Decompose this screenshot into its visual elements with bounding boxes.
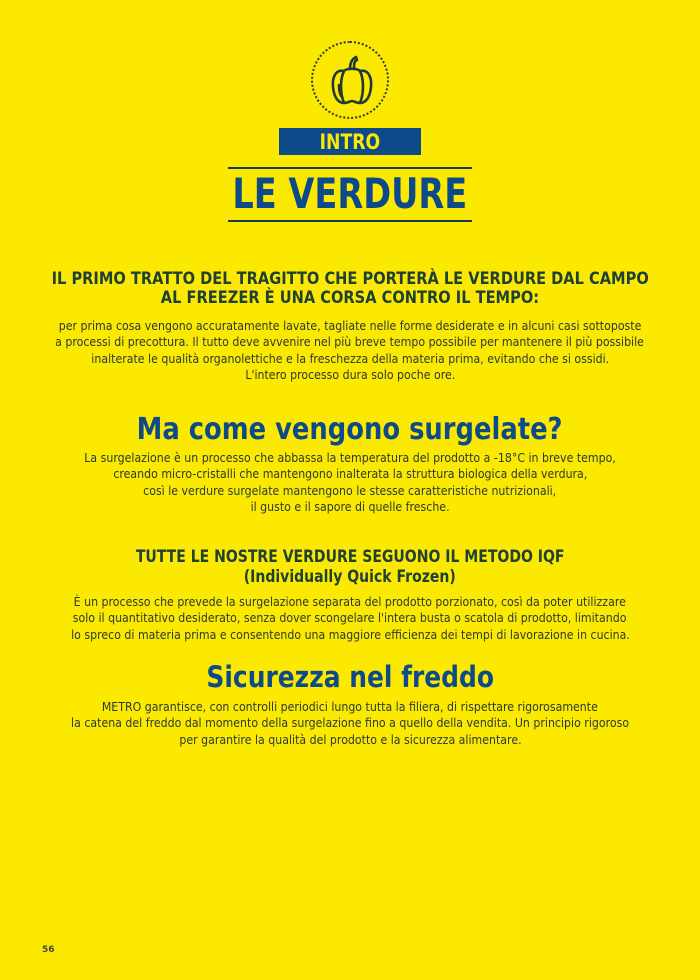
iqf-heading-line: (Individually Quick Frozen) (243, 567, 457, 586)
pepper-badge (311, 41, 389, 119)
iqf-body-line: lo spreco di materia prima e consentendo una maggiore efficienza dei tempi di lavorazione in cucina. (70, 626, 630, 642)
safety-title: Sicurezza nel freddo (206, 660, 494, 694)
safety-body-line: la catena del freddo dal momento della surgelazione fino a quello della vendita. Un principio rigoroso (70, 715, 630, 731)
intro-body-line: inalterate le qualità organolettiche e la freschezza della materia prima, evitando che si ossidi. (91, 350, 609, 366)
bell-pepper-icon (330, 55, 374, 107)
freezing-body-line: così le verdure surgelate mantengono le stesse caratteristiche nutrizionali, (143, 482, 557, 498)
page-title: LE VERDURE (232, 169, 468, 218)
safety-body-line: per garantire la qualità del prodotto e la sicurezza alimentare. (178, 731, 522, 747)
freezing-title: Ma come vengono surgelate? (137, 412, 563, 447)
safety-body-line: METRO garantisce, con controlli periodici lungo tutta la filiera, di rispettare rigorosamente (101, 699, 599, 714)
section-label: INTRO (319, 129, 381, 154)
intro-heading (0, 270, 700, 308)
page-number: 56 (42, 945, 55, 955)
intro-body-line: per prima cosa vengono accuratamente lavate, tagliate nelle forme desiderate e in alcuni casi sottoposte (58, 318, 642, 333)
freezing-body-line: creando micro-cristalli che mantengono inalterata la struttura biologica della verdura, (113, 466, 587, 482)
iqf-body (0, 594, 700, 643)
iqf-heading-line: TUTTE LE NOSTRE VERDURE SEGUONO IL METODO IQF (135, 547, 565, 566)
iqf-body-line: È un processo che prevede la surgelazione separata del prodotto porzionato, così da poter utilizzare (73, 594, 627, 609)
intro-body (0, 318, 700, 384)
intro-heading-line: IL PRIMO TRATTO DEL TRAGITTO CHE PORTERÀ LE VERDURE DAL CAMPO (51, 269, 649, 289)
intro-body-line: a processi di precottura. Il tutto deve avvenire nel più breve tempo possibile per mantenere il più possibile (55, 334, 645, 350)
intro-heading-line: AL FREEZER È UNA CORSA CONTRO IL TEMPO: (160, 288, 540, 308)
freezing-body-line: La surgelazione è un processo che abbassa la temperatura del prodotto a -18°C in breve tempo, (84, 450, 616, 465)
iqf-body-line: solo il quantitativo desiderato, senza dover scongelare l'intera busta o scatola di prodotto, limitando (73, 610, 627, 626)
section-label-badge (279, 128, 421, 155)
freezing-body-line: il gusto e il sapore di quelle fresche. (250, 499, 450, 515)
freezing-body (0, 450, 700, 516)
intro-body-line: L'intero processo dura solo poche ore. (244, 367, 455, 383)
title-rule-bottom (228, 220, 472, 222)
safety-body (0, 699, 700, 748)
iqf-heading (0, 547, 700, 587)
